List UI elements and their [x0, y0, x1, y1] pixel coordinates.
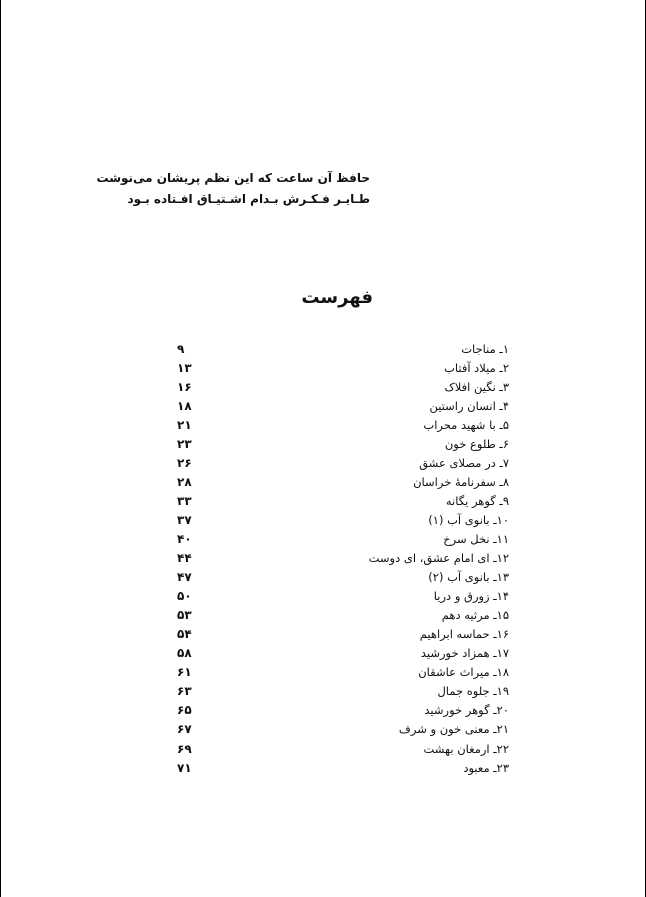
toc-page-number: ۲۳ — [177, 436, 192, 451]
toc-page-number: ۲۶ — [177, 455, 192, 470]
toc-row — [175, 491, 509, 510]
toc-entry-title: ۱۳ـ بانوی آب (۲) — [428, 570, 509, 585]
toc-page-number: ۵۴ — [177, 627, 192, 642]
toc-entry-title: ۱ـ مناجات — [461, 341, 509, 356]
toc-entry-title: ۸ـ سفرنامهٔ خراسان — [413, 474, 509, 489]
toc-row — [175, 529, 509, 548]
toc-page-number: ۵۰ — [177, 589, 192, 604]
toc-row — [175, 434, 509, 453]
toc-page-number: ۵۳ — [177, 608, 192, 623]
toc-entry-title: ۵ـ با شهید محراب — [423, 417, 509, 432]
toc-entry-title: ۲۳ـ معبود — [463, 760, 509, 775]
toc-page-number: ۶۵ — [177, 703, 192, 718]
toc-page-number: ۱۳ — [177, 360, 192, 375]
toc-entry-title: ۱۵ـ مرثیه دهم — [441, 608, 509, 623]
toc-page-number: ۶۹ — [177, 741, 192, 756]
toc-row — [175, 568, 509, 587]
toc-page-number: ۷۱ — [177, 760, 192, 775]
toc-page-number: ۴۴ — [177, 551, 192, 566]
toc-entry-title: ۲۱ـ معنی خون و شرف — [398, 722, 509, 737]
toc-row — [175, 549, 509, 568]
toc-row — [175, 739, 509, 758]
toc-entry-title: ۱۷ـ همزاد خورشید — [420, 646, 509, 661]
toc-row — [175, 682, 509, 701]
toc-row — [175, 625, 509, 644]
toc-entry-title: ۱۲ـ ای امام عشق، ای دوست — [368, 551, 509, 566]
toc-entry-title: ۱۰ـ بانوی آب (۱) — [428, 512, 509, 527]
toc-row — [175, 339, 509, 358]
toc-entry-title: ۲ـ میلاد آفتاب — [444, 360, 509, 375]
toc-page-number: ۱۸ — [177, 398, 192, 413]
toc-row — [175, 720, 509, 739]
toc-entry-title: ۱۱ـ نخل سرخ — [443, 531, 509, 546]
toc-page-number: ۵۸ — [177, 646, 192, 661]
toc-page-number: ۲۱ — [177, 417, 192, 432]
toc-entry-title: ۹ـ گوهر یگانه — [445, 493, 509, 508]
toc-row — [175, 606, 509, 625]
toc-page-number: ۲۸ — [177, 474, 192, 489]
toc-row — [175, 510, 509, 529]
toc-page-number: ۴۷ — [177, 570, 192, 585]
toc-entry-title: ۱۶ـ حماسه ابراهیم — [419, 627, 509, 642]
toc-row — [175, 396, 509, 415]
toc-entry-title: ۶ـ طلوع خون — [444, 436, 509, 451]
toc-row — [175, 377, 509, 396]
toc-list — [175, 339, 509, 777]
toc-row — [175, 701, 509, 720]
toc-row — [175, 453, 509, 472]
toc-page-number: ۴۰ — [177, 531, 192, 546]
toc-entry-title: ۷ـ در مصلای عشق — [419, 455, 509, 470]
toc-page-number: ۶۷ — [177, 722, 192, 737]
toc-entry-title: ۴ـ انسان راستین — [429, 398, 509, 413]
toc-row — [175, 472, 509, 491]
toc-page-number: ۳۷ — [177, 512, 192, 527]
toc-page-number: ۱۶ — [177, 379, 192, 394]
toc-entry-title: ۳ـ نگین افلاک — [444, 379, 509, 394]
epigraph-line-2: طـایـر فـکـرش بـدام اشـتیـاق افـتاده بـود — [127, 192, 370, 206]
toc-row — [175, 758, 509, 777]
toc-entry-title: ۲۰ـ گوهر خورشید — [424, 703, 509, 718]
toc-entry-title: ۱۴ـ زورق و دریا — [433, 589, 509, 604]
toc-row — [175, 358, 509, 377]
epigraph-line-1: حافظ آن ساعت که این نظم پریشان می‌نوشت — [96, 171, 370, 185]
toc-row — [175, 663, 509, 682]
toc-title: فهرست — [301, 287, 373, 308]
toc-page-number: ۹ — [177, 341, 185, 356]
toc-page-number: ۳۳ — [177, 493, 192, 508]
toc-page-number: ۶۳ — [177, 684, 192, 699]
toc-row — [175, 644, 509, 663]
toc-entry-title: ۱۹ـ جلوه جمال — [437, 684, 509, 699]
toc-row — [175, 415, 509, 434]
toc-entry-title: ۲۲ـ ارمغان بهشت — [423, 741, 509, 756]
toc-page-number: ۶۱ — [177, 665, 192, 680]
toc-entry-title: ۱۸ـ میراث عاشقان — [418, 665, 509, 680]
toc-row — [175, 587, 509, 606]
